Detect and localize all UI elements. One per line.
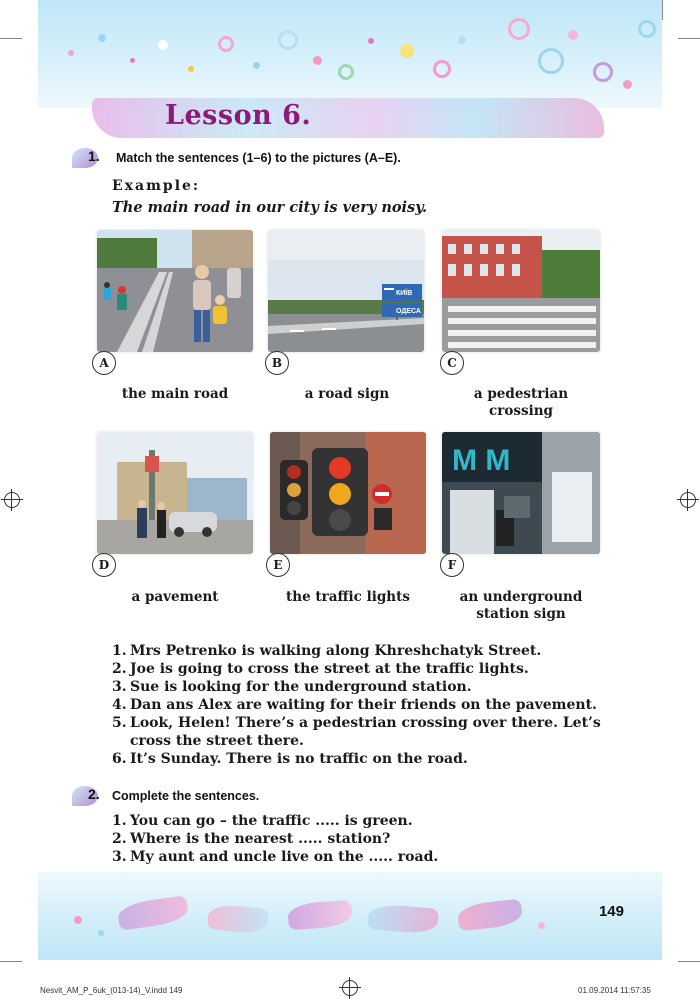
picture-caption: a pedestrian crossing — [473, 386, 569, 419]
picture-letter-badge: D — [92, 553, 116, 577]
sentence-number: 3. — [112, 679, 127, 695]
exercise-1-instruction: Match the sentences (1–6) to the pictures (A–E). — [116, 151, 401, 165]
sentence-number: 5. — [112, 715, 127, 731]
sentence-number: 1. — [112, 813, 127, 829]
sentence-text: Mrs Petrenko is walking along Khreshchatyk Street. — [130, 643, 542, 659]
crop-mark — [0, 38, 22, 39]
exercise-1-sentences — [112, 642, 632, 768]
print-slug-right: 01.09.2014 11:57:35 — [578, 986, 651, 995]
crop-mark — [0, 961, 22, 962]
registration-mark-icon — [342, 980, 358, 996]
sentence-text: It’s Sunday. There is no traffic on the road. — [130, 751, 468, 767]
exercise-2-number: 2. — [88, 786, 100, 802]
crop-mark — [678, 961, 700, 962]
sentence-text: Where is the nearest ..... station? — [130, 831, 391, 847]
bottom-decor-banner — [38, 872, 662, 960]
top-decor-banner — [38, 0, 662, 108]
sentence-text: Sue is looking for the underground station. — [130, 679, 472, 695]
sentence-number: 6. — [112, 751, 127, 767]
exercise-1-number: 1. — [88, 148, 100, 164]
print-slug-left: Nesvit_AM_P_6uk_(013-14)_V.indd 149 — [40, 986, 183, 995]
list-item — [112, 812, 632, 830]
picture-letter-badge: B — [265, 351, 289, 375]
metro-sign-letters: M M — [452, 444, 511, 477]
sentence-text: You can go – the traffic ..... is green. — [130, 813, 413, 829]
list-item — [112, 660, 632, 678]
picture-caption: a pavement — [131, 589, 219, 605]
list-item — [112, 848, 632, 866]
picture-traffic-lights — [270, 432, 426, 554]
example-text: The main road in our city is very noisy. — [112, 199, 428, 216]
picture-pedestrian-crossing — [442, 230, 600, 352]
registration-mark-icon — [680, 492, 696, 508]
sentence-number: 2. — [112, 661, 127, 677]
crop-mark — [678, 38, 700, 39]
exercise-2-sentences — [112, 812, 632, 866]
list-item — [112, 830, 632, 848]
sentence-number: 2. — [112, 831, 127, 847]
list-item — [112, 696, 632, 714]
picture-pavement — [97, 432, 253, 554]
picture-caption: the traffic lights — [286, 589, 410, 605]
picture-caption-line: station sign — [476, 606, 566, 622]
sign-text-line1: КИЇВ — [396, 290, 413, 297]
example-label: Example: — [112, 178, 201, 194]
sentence-text: Joe is going to cross the street at the traffic lights. — [130, 661, 529, 677]
sentence-number: 1. — [112, 643, 127, 659]
list-item — [112, 678, 632, 696]
picture-road-sign — [268, 230, 424, 352]
sentence-text: Dan ans Alex are waiting for their friends on the pavement. — [130, 697, 597, 713]
picture-caption: a road sign — [304, 386, 390, 402]
picture-underground-sign — [442, 432, 600, 554]
exercise-2-instruction: Complete the sentences. — [112, 789, 260, 803]
picture-caption: the main road — [121, 386, 229, 402]
picture-caption-line: an underground — [459, 589, 583, 605]
picture-letter-badge: E — [266, 553, 290, 577]
registration-mark-icon — [4, 492, 20, 508]
sign-text-line2: ОДЕСА — [396, 308, 421, 315]
list-item — [112, 642, 632, 660]
picture-main-road — [97, 230, 253, 352]
picture-letter-badge: A — [92, 351, 116, 375]
sentence-text: Look, Helen! There’s a pedestrian crossing over there. Let’s — [130, 715, 601, 731]
lesson-title: Lesson 6. — [165, 100, 312, 131]
sentence-text-continued: cross the street there. — [130, 733, 304, 749]
crop-mark — [662, 0, 663, 20]
list-item — [112, 714, 632, 750]
list-item — [112, 750, 632, 768]
sentence-number: 3. — [112, 849, 127, 865]
sentence-number: 4. — [112, 697, 127, 713]
page-number: 149 — [598, 903, 624, 920]
picture-letter-badge: F — [440, 553, 464, 577]
picture-caption — [441, 589, 601, 623]
sentence-text: My aunt and uncle live on the ..... road. — [130, 849, 439, 865]
picture-letter-badge: C — [440, 351, 464, 375]
